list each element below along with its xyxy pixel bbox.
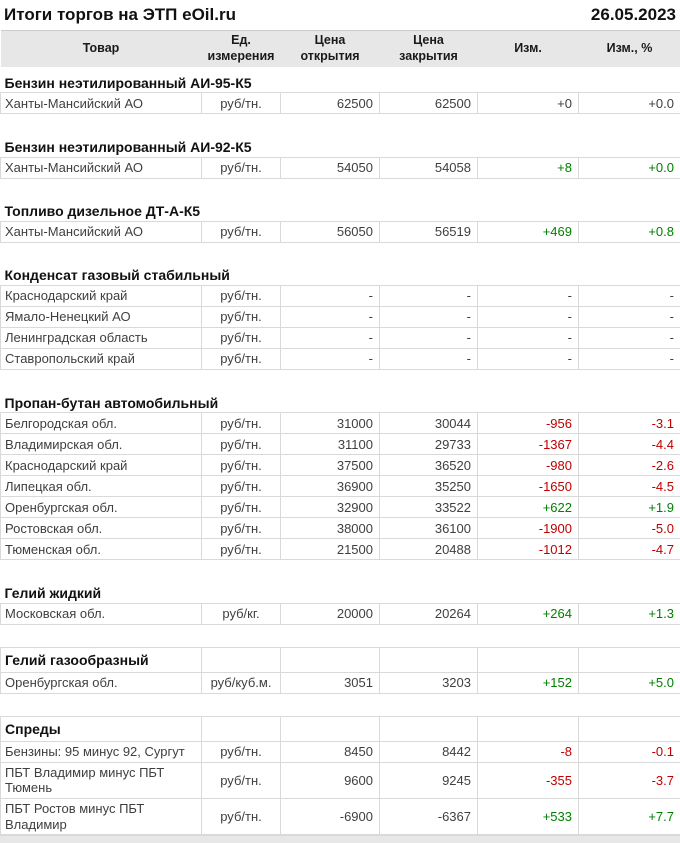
change-pct-cell: - xyxy=(579,349,680,370)
product-cell: Бензины: 95 минус 92, Сургут xyxy=(1,741,202,762)
spacer-row xyxy=(1,624,680,647)
change-cell: - xyxy=(478,286,579,307)
empty-cell xyxy=(478,716,579,741)
empty-cell xyxy=(380,716,478,741)
unit-cell: руб/тн. xyxy=(202,286,281,307)
section-title: Топливо дизельное ДТ-А-К5 xyxy=(1,201,680,221)
product-cell: Ставропольский край xyxy=(1,349,202,370)
change-pct-cell: -0.1 xyxy=(579,741,680,762)
open-price-cell: 31100 xyxy=(281,434,380,455)
unit-cell: руб/тн. xyxy=(202,762,281,798)
product-cell: Московская обл. xyxy=(1,603,202,624)
close-price-cell: 35250 xyxy=(380,476,478,497)
empty-cell xyxy=(478,647,579,672)
unit-cell: руб/тн. xyxy=(202,157,281,178)
open-price-cell: 38000 xyxy=(281,518,380,539)
section-title: Бензин неэтилированный АИ-95-К5 xyxy=(1,73,680,93)
section-title: Пропан-бутан автомобильный xyxy=(1,393,680,413)
close-price-cell: 54058 xyxy=(380,157,478,178)
section-title: Спреды xyxy=(1,716,202,741)
spacer-row xyxy=(1,114,680,137)
table-row xyxy=(1,798,680,834)
product-cell: ПБТ Владимир минус ПБТ Тюмень xyxy=(1,762,202,798)
close-price-cell: 33522 xyxy=(380,497,478,518)
close-price-cell: 8442 xyxy=(380,741,478,762)
open-price-cell: - xyxy=(281,307,380,328)
open-price-cell: 20000 xyxy=(281,603,380,624)
product-cell: Ямало-Ненецкий АО xyxy=(1,307,202,328)
close-price-cell: 36100 xyxy=(380,518,478,539)
product-cell: Оренбургская обл. xyxy=(1,672,202,693)
section-title: Бензин неэтилированный АИ-92-К5 xyxy=(1,137,680,157)
product-cell: Краснодарский край xyxy=(1,286,202,307)
change-cell: -980 xyxy=(478,455,579,476)
table-row xyxy=(1,434,680,455)
section-title: Гелий газообразный xyxy=(1,647,202,672)
table-row xyxy=(1,286,680,307)
change-cell: +8 xyxy=(478,157,579,178)
product-cell: Оренбургская обл. xyxy=(1,497,202,518)
product-cell: Ханты-Мансийский АО xyxy=(1,221,202,242)
unit-cell: руб/тн. xyxy=(202,476,281,497)
unit-cell: руб/тн. xyxy=(202,798,281,834)
open-price-cell: - xyxy=(281,286,380,307)
change-pct-cell: - xyxy=(579,307,680,328)
table-row xyxy=(1,476,680,497)
unit-cell: руб/тн. xyxy=(202,497,281,518)
product-cell: Краснодарский край xyxy=(1,455,202,476)
change-pct-cell: -4.7 xyxy=(579,539,680,560)
change-cell: -1900 xyxy=(478,518,579,539)
open-price-cell: 32900 xyxy=(281,497,380,518)
table-row xyxy=(1,497,680,518)
product-cell: Ростовская обл. xyxy=(1,518,202,539)
change-pct-cell: -2.6 xyxy=(579,455,680,476)
change-cell: -956 xyxy=(478,413,579,434)
empty-cell xyxy=(579,647,680,672)
open-price-cell: -6900 xyxy=(281,798,380,834)
change-pct-cell: -3.1 xyxy=(579,413,680,434)
table-row xyxy=(1,603,680,624)
page-title: Итоги торгов на ЭТП eOil.ru xyxy=(4,5,236,25)
spacer-row xyxy=(1,693,680,716)
change-pct-cell: +1.3 xyxy=(579,603,680,624)
empty-cell xyxy=(281,647,380,672)
change-pct-cell: +7.7 xyxy=(579,798,680,834)
open-price-cell: - xyxy=(281,349,380,370)
table-row xyxy=(1,762,680,798)
change-cell: +533 xyxy=(478,798,579,834)
section-title-row xyxy=(1,647,680,672)
close-price-cell: -6367 xyxy=(380,798,478,834)
close-price-cell: 20488 xyxy=(380,539,478,560)
change-cell: - xyxy=(478,307,579,328)
table-footer-strip xyxy=(0,835,680,843)
table-row xyxy=(1,93,680,114)
product-cell: Тюменская обл. xyxy=(1,539,202,560)
table-header-row xyxy=(1,31,680,67)
change-cell: -355 xyxy=(478,762,579,798)
open-price-cell: 54050 xyxy=(281,157,380,178)
column-header: Изм. xyxy=(478,31,579,67)
empty-cell xyxy=(202,716,281,741)
section-title-row xyxy=(1,716,680,741)
table-row xyxy=(1,157,680,178)
close-price-cell: 36520 xyxy=(380,455,478,476)
close-price-cell: 56519 xyxy=(380,221,478,242)
section-title-row xyxy=(1,265,680,285)
unit-cell: руб/тн. xyxy=(202,741,281,762)
unit-cell: руб/куб.м. xyxy=(202,672,281,693)
unit-cell: руб/тн. xyxy=(202,539,281,560)
spacer-row xyxy=(1,242,680,265)
product-cell: Ленинградская область xyxy=(1,328,202,349)
close-price-cell: 9245 xyxy=(380,762,478,798)
section-title-row xyxy=(1,73,680,93)
spacer-row xyxy=(1,178,680,201)
open-price-cell: 37500 xyxy=(281,455,380,476)
table-row xyxy=(1,518,680,539)
close-price-cell: - xyxy=(380,286,478,307)
unit-cell: руб/тн. xyxy=(202,221,281,242)
change-pct-cell: +0.0 xyxy=(579,157,680,178)
unit-cell: руб/кг. xyxy=(202,603,281,624)
open-price-cell: 21500 xyxy=(281,539,380,560)
empty-cell xyxy=(579,716,680,741)
section-title-row xyxy=(1,583,680,603)
column-header: Ед. измерения xyxy=(202,31,281,67)
table-row xyxy=(1,539,680,560)
column-header: Изм., % xyxy=(579,31,680,67)
table-row xyxy=(1,328,680,349)
section-title-row xyxy=(1,393,680,413)
open-price-cell: - xyxy=(281,328,380,349)
change-pct-cell: -3.7 xyxy=(579,762,680,798)
empty-cell xyxy=(380,647,478,672)
product-cell: Ханты-Мансийский АО xyxy=(1,93,202,114)
open-price-cell: 36900 xyxy=(281,476,380,497)
product-cell: Владимирская обл. xyxy=(1,434,202,455)
results-table xyxy=(0,30,680,835)
close-price-cell: - xyxy=(380,349,478,370)
unit-cell: руб/тн. xyxy=(202,455,281,476)
close-price-cell: 29733 xyxy=(380,434,478,455)
section-title: Конденсат газовый стабильный xyxy=(1,265,680,285)
product-cell: Липецкая обл. xyxy=(1,476,202,497)
empty-cell xyxy=(281,716,380,741)
close-price-cell: 62500 xyxy=(380,93,478,114)
unit-cell: руб/тн. xyxy=(202,349,281,370)
table-row xyxy=(1,455,680,476)
empty-cell xyxy=(202,647,281,672)
unit-cell: руб/тн. xyxy=(202,328,281,349)
change-pct-cell: - xyxy=(579,286,680,307)
change-pct-cell: -4.4 xyxy=(579,434,680,455)
report-date: 26.05.2023 xyxy=(591,5,676,25)
table-row xyxy=(1,413,680,434)
open-price-cell: 62500 xyxy=(281,93,380,114)
change-pct-cell: +0.0 xyxy=(579,93,680,114)
close-price-cell: 3203 xyxy=(380,672,478,693)
change-cell: +469 xyxy=(478,221,579,242)
open-price-cell: 3051 xyxy=(281,672,380,693)
close-price-cell: 30044 xyxy=(380,413,478,434)
change-pct-cell: -5.0 xyxy=(579,518,680,539)
spacer-row xyxy=(1,370,680,393)
open-price-cell: 31000 xyxy=(281,413,380,434)
change-pct-cell: - xyxy=(579,328,680,349)
column-header: Цена закрытия xyxy=(380,31,478,67)
change-cell: -1012 xyxy=(478,539,579,560)
change-cell: +0 xyxy=(478,93,579,114)
product-cell: Ханты-Мансийский АО xyxy=(1,157,202,178)
change-cell: - xyxy=(478,349,579,370)
change-pct-cell: +5.0 xyxy=(579,672,680,693)
column-header: Цена открытия xyxy=(281,31,380,67)
table-row xyxy=(1,221,680,242)
spacer-row xyxy=(1,560,680,583)
table-row xyxy=(1,307,680,328)
change-cell: -1650 xyxy=(478,476,579,497)
change-cell: +264 xyxy=(478,603,579,624)
product-cell: ПБТ Ростов минус ПБТ Владимир xyxy=(1,798,202,834)
unit-cell: руб/тн. xyxy=(202,518,281,539)
open-price-cell: 56050 xyxy=(281,221,380,242)
section-title-row xyxy=(1,201,680,221)
close-price-cell: 20264 xyxy=(380,603,478,624)
open-price-cell: 9600 xyxy=(281,762,380,798)
unit-cell: руб/тн. xyxy=(202,434,281,455)
section-title-row xyxy=(1,137,680,157)
close-price-cell: - xyxy=(380,328,478,349)
open-price-cell: 8450 xyxy=(281,741,380,762)
change-cell: +152 xyxy=(478,672,579,693)
product-cell: Белгородская обл. xyxy=(1,413,202,434)
unit-cell: руб/тн. xyxy=(202,93,281,114)
change-pct-cell: +0.8 xyxy=(579,221,680,242)
page-header xyxy=(0,0,680,30)
change-pct-cell: -4.5 xyxy=(579,476,680,497)
table-row xyxy=(1,672,680,693)
unit-cell: руб/тн. xyxy=(202,307,281,328)
section-title: Гелий жидкий xyxy=(1,583,680,603)
table-row xyxy=(1,349,680,370)
change-pct-cell: +1.9 xyxy=(579,497,680,518)
close-price-cell: - xyxy=(380,307,478,328)
column-header: Товар xyxy=(1,31,202,67)
table-row xyxy=(1,741,680,762)
change-cell: -1367 xyxy=(478,434,579,455)
change-cell: +622 xyxy=(478,497,579,518)
change-cell: - xyxy=(478,328,579,349)
unit-cell: руб/тн. xyxy=(202,413,281,434)
change-cell: -8 xyxy=(478,741,579,762)
